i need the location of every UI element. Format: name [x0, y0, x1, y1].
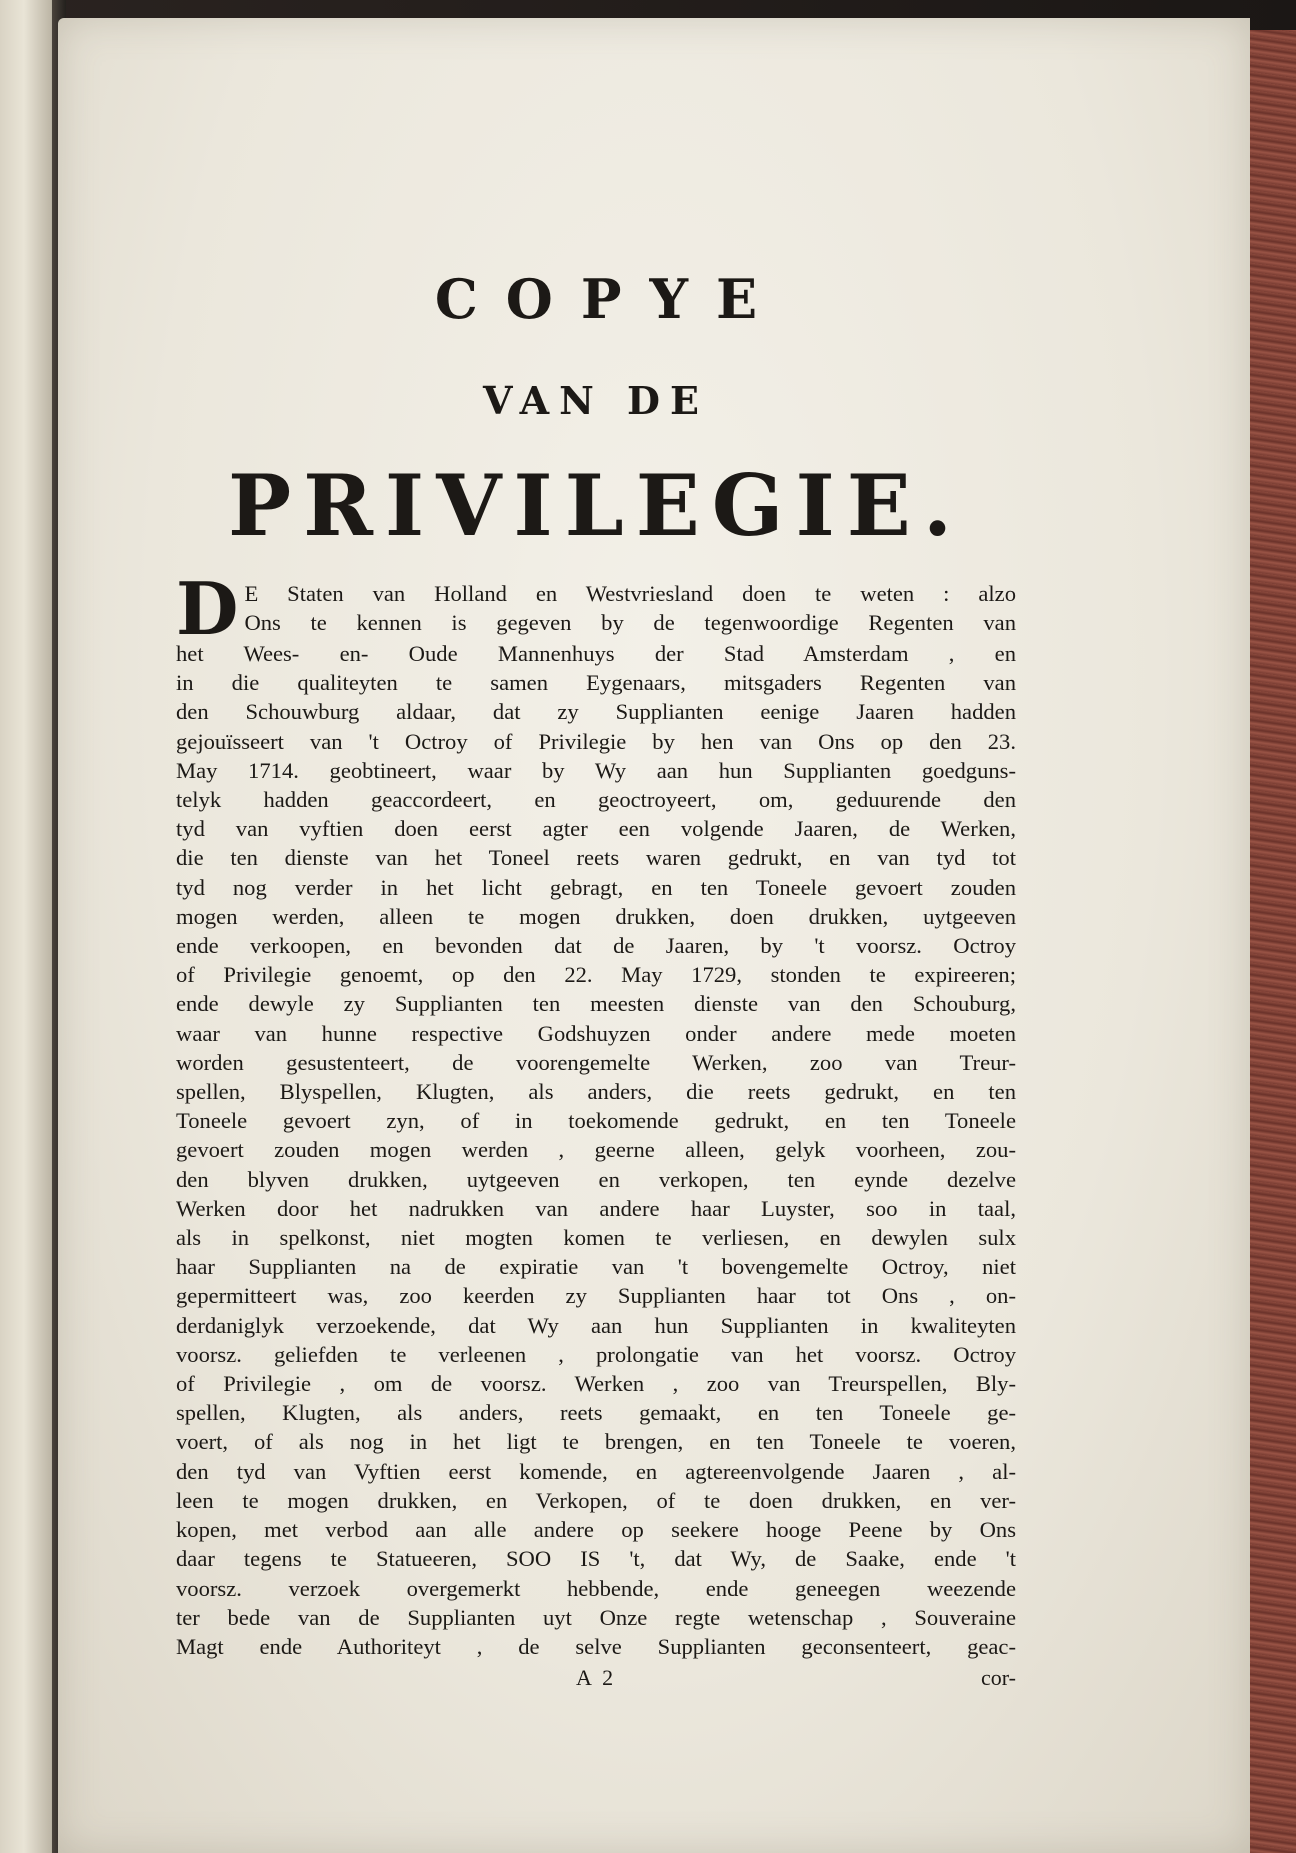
text-line: of Privilegie genoemt, op den 22. May 1729, stonden te expireeren;: [176, 962, 1016, 988]
text-line: spellen, Klugten, als anders, reets gemaakt, en ten Toneele ge-: [176, 1400, 1016, 1426]
heading-copye: COPYE: [434, 267, 786, 331]
text-lines: [176, 639, 1016, 1661]
text-line: haar Supplianten na de expiratie van 't bovengemelte Octroy, niet: [176, 1254, 1016, 1280]
text-line: May 1714. geobtineert, waar by Wy aan hun Supplianten goedguns-: [176, 757, 1016, 783]
text-line: het Wees- en- Oude Mannenhuys der Stad Amsterdam , en: [176, 641, 1016, 666]
text-line: gevoert zouden mogen werden , geerne alleen, gelyk voorheen, zou-: [176, 1137, 1016, 1163]
text-line: Werken door het nadrukken van andere haar Luyster, soo in taal,: [176, 1195, 1016, 1221]
lead-block: [176, 579, 1016, 639]
text-line: voert, of als nog in het ligt te brengen, en ten Toneele te voeren,: [176, 1429, 1016, 1455]
page-footer: [176, 1665, 1016, 1693]
text-line: in die qualiteyten te samen Eygenaars, mitsgaders Regenten van: [176, 670, 1016, 696]
text-line: kopen, met verbod aan alle andere op seekere hooge Peene by Ons: [176, 1517, 1016, 1543]
text-line: of Privilegie , om de voorsz. Werken , zoo van Treurspellen, Bly-: [176, 1371, 1016, 1397]
drop-cap: D: [176, 579, 239, 639]
text-line: tyd van vyftien doen eerst agter een volgende Jaaren, de Werken,: [176, 816, 1016, 842]
text-line: Ons te kennen is gegeven by de tegenwoordige Regenten van: [244, 610, 1016, 636]
text-line: telyk hadden geaccordeert, en geoctroyeert, om, geduurende den: [176, 787, 1016, 813]
book-cover-edge: [1247, 30, 1296, 1853]
text-line: waar van hunne respective Godshuyzen onder andere mede moeten: [176, 1020, 1016, 1046]
text-line: voorsz. geliefden te verleenen , prolongatie van het voorsz. Octroy: [176, 1341, 1016, 1367]
text-line: ende dewyle zy Supplianten ten meesten dienste van den Schouburg,: [176, 991, 1016, 1017]
text-line: die ten dienste van het Toneel reets waren gedrukt, en van tyd tot: [176, 845, 1016, 871]
book-page: [58, 18, 1250, 1853]
text-line: voorsz. verzoek overgemerkt hebbende, ende geneegen weezende: [176, 1575, 1016, 1601]
text-line: spellen, Blyspellen, Klugten, als anders, die reets gedrukt, en ten: [176, 1079, 1016, 1105]
text-line: gejouïsseert van 't Octroy of Privilegie by hen van Ons op den 23.: [176, 728, 1016, 754]
text-line: Toneele gevoert zyn, of in toekomende gedrukt, en ten Toneele: [176, 1108, 1016, 1134]
text-line: den Schouwburg aldaar, dat zy Supplianten eenige Jaaren hadden: [176, 699, 1016, 725]
text-line: den tyd van Vyftien eerst komende, en agtereenvolgende Jaaren , al-: [176, 1458, 1016, 1484]
text-line: mogen werden, alleen te mogen drukken, doen drukken, uytgeeven: [176, 903, 1016, 929]
text-line: worden gesustenteert, de voorengemelte Werken, zoo van Treur-: [176, 1049, 1016, 1075]
text-line: als in spelkonst, niet mogten komen te verliesen, en dewylen sulx: [176, 1225, 1016, 1251]
heading-van-de: VAN DE: [483, 378, 709, 423]
text-line: leen te mogen drukken, en Verkopen, of te doen drukken, en ver-: [176, 1487, 1016, 1513]
text-line: den blyven drukken, uytgeeven en verkopen, ten eynde dezelve: [176, 1166, 1016, 1192]
text-line: tyd nog verder in het licht gebragt, en ten Toneele gevoert zouden: [176, 874, 1016, 900]
privilege-body-text: [176, 579, 1016, 1661]
catchword: cor-: [981, 1665, 1016, 1691]
text-line: daar tegens te Statueeren, SOO IS 't, dat Wy, de Saake, ende 't: [176, 1546, 1016, 1572]
heading-privilegie: PRIVILEGIE.: [227, 456, 965, 555]
text-line: ende verkoopen, en bevonden dat de Jaaren, by 't voorsz. Octroy: [176, 933, 1016, 959]
left-page-edge: [0, 0, 60, 1853]
text-line: ter bede van de Supplianten uyt Onze regte wetenschap , Souveraine: [176, 1604, 1016, 1630]
text-line: gepermitteert was, zoo keerden zy Supplianten haar tot Ons , on-: [176, 1283, 1016, 1309]
text-line: Magt ende Authoriteyt , de selve Supplianten geconsenteert, geac-: [176, 1633, 1016, 1659]
text-line: derdaniglyk verzoekende, dat Wy aan hun Supplianten in kwaliteyten: [176, 1312, 1016, 1338]
signature-mark: A 2: [576, 1665, 617, 1691]
page-content: [176, 250, 1016, 1693]
text-line: E Staten van Holland en Westvriesland doen te weten : alzo: [244, 581, 1016, 606]
